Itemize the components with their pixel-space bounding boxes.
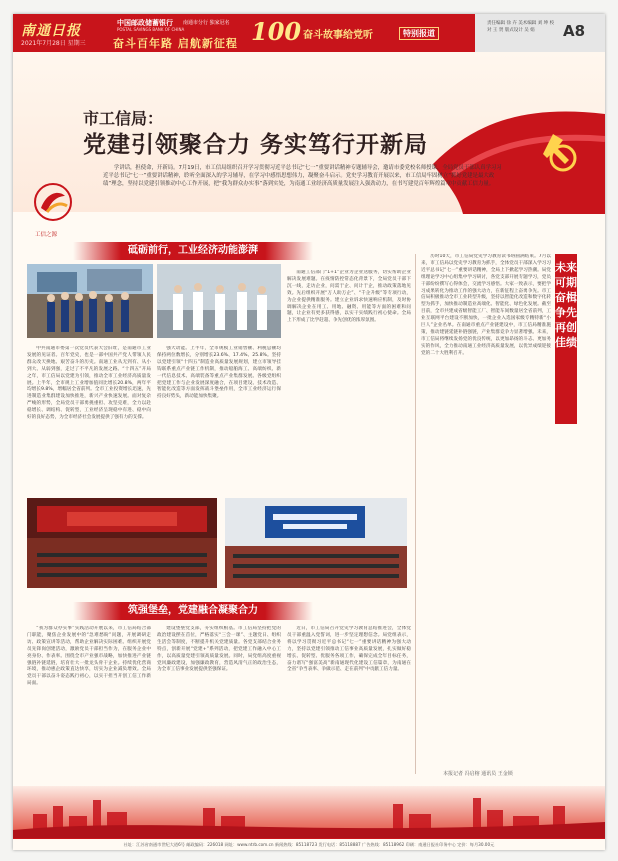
- photo-training-session: [225, 498, 407, 588]
- column-title: 奋斗故事给党听: [303, 30, 373, 41]
- century-slogan: 奋斗百年路 启航新征程: [113, 37, 238, 50]
- factory-photo-image: [157, 264, 281, 338]
- centennial-number: 100: [251, 17, 302, 46]
- masthead: [13, 14, 605, 52]
- headline-kicker: 市工信局：: [83, 109, 164, 128]
- article-column-4: “我为群众办实事”实践活动开展以来，市工信局结合部门职能，聚焦企业发展中的“急难愁盼”问题，开展调研走访、政策宣讲等活动，帮助企业解决实际困难。组织开展党员先锋岗创建活动，激励党员干部担当作为，在服务企业中亮身份、作表率。围绕全市产业强市战略，加快推进产业链强链补链延链，培育壮大一批龙头骨干企业。持续优化营商环境，推动惠企政策直达快享，切实为企业减负增效。全局党员干部以奋斗姿态践行初心，以实干担当开创工信工作新局面。: [27, 626, 151, 687]
- page-footer: 社址：江苏省南通市世纪大道6号 邮政编码：226018 网址：www.ntrb.com.cn 新闻热线：85118723 发行电话：85118887 广告热线：85118962 印刷：南通日报社印务中心 定价：每月30.00元: [13, 838, 605, 850]
- photo-factory-inspection: [157, 264, 281, 338]
- article-column-2: 强大动能。上半年，全市规模工业销售额、利税总额均保持两位数增长，分别增长23.6%、17.4%、25.8%。坚持以党建引领“十四五”制造业高质量发展规划，建立市领导挂钩联系重点产业链工作机制，推动船舶海工、高端纺织、新一代信息技术、高端装备等重点产业集群发展。各级党组织把党建工作与企业发展深度融合，在项目建设、技术改造、智能化改造等方面发挥战斗堡垒作用，全市工业经济运行保持良好势头，新动能加快集聚。: [157, 346, 281, 400]
- sponsor-branch: 南通市分行 独家冠名: [183, 20, 230, 26]
- column-divider: [415, 254, 416, 774]
- newspaper-page: [13, 14, 605, 850]
- section-heading-2: 筑强堡垒，党建融合凝聚合力: [73, 602, 313, 620]
- headline: 党建引领聚合力 务实笃行开新局: [83, 132, 429, 158]
- city-skyline-decoration: [13, 786, 605, 838]
- training-photo-image: [225, 498, 407, 588]
- article-column-6: 近日，市工信局召开党史学习教育总结推进会，全体党员干部重温入党誓词，进一步坚定理想信念。局党组表示，将以学习贯彻习近平总书记“七一”重要讲话精神为强大动力，坚持以党建引领推动工信事业高质量发展，扎实做好稳增长、促转型、优服务各项工作，确保完成全年目标任务，奋力谱写“强富美高”新南通现代化建设工信篇章，为南通在全省“争当表率、争做示范、走在前列”中贡献工信力量。: [287, 626, 411, 673]
- bureau-logo-icon: [33, 182, 73, 222]
- exhibition-photo-image: [27, 264, 153, 338]
- sponsor-bank-english: POSTAL SAVINGS BANK OF CHINA: [117, 27, 185, 32]
- article-column-5: 建设堡垒党支部，夯实组织根基。市工信局坚持把党的政治建设摆在首位，严格落实“三会一课”、主题党日、组织生活会等制度，不断提升机关党建质量。各党支部结合业务特点，创新开展“党建+”系列活动，把党建工作融入中心工作，以高质量党建引领高质量发展。同时，局党组高度重视党风廉政建设，加强廉政教育，营造风清气正的政治生态，为全市工信事业发展提供坚强保证。: [157, 626, 281, 673]
- bureau-logo-text: 工信之源: [35, 232, 58, 238]
- lead-paragraph: 学讲话，担使命，开新局。7月19日，市工信局组织召开学习贯彻习近平总书记“七一”重要讲话精神专题辅导会，邀请市委党校名师授课，全局党员干部认真学习习近平总书记“七一”重要讲话精神，聆听全面深入的学习辅导，在学习中感悟思想伟力，凝聚奋斗启示。党史学习教育开展以来，市工信局牢固树立“抓好党建是最大政绩”理念，坚持以党建引领推动中心工作开展，把“我为群众办实事”落到实处，为南通工业经济高质量发展注入强劲动力，在书写建党百年辉煌篇章中贡献工信力量。: [103, 165, 502, 187]
- photo-meeting-hall: [27, 498, 217, 588]
- meeting-hall-photo-image: [27, 498, 217, 588]
- page-number: A8: [563, 22, 586, 40]
- article-right-column: 历时10天，市工信局党史学习教育读书班圆满结束。7月以来，市工信局以党史学习教育为抓手，全体党员干部深入学习习近平总书记“七一”重要讲话精神，全局上下掀起学习热潮。局党组理论学习中心组集中学习研讨，各党支部开展专题学习，党员干部纷纷撰写心得体会，交流学习感悟。大家一致表示，要把学习成果转化为推动工作的强大动力，在新征程上奋勇争先。市工信局积极推动全市工业转型升级，坚持以智能化改造和数字化转型为抓手，加快推动制造业高端化、智能化、绿色化发展。截至目前，全市共建成省级智能工厂、智能车间数量居全省前列，工业互联网平台建设不断加快，一批企业入选国家级专精特新“小巨人”企业名单。在南通市重点产业链建设中，市工信局精准施策，推动建链延链补链强链，产业集群竞争力显著增强。未来，市工信局将继续发扬党的优良传统，以更加昂扬的斗志、更加务实的作风，全力推动南通工业经济高质量发展，以优异成绩迎接党的二十大胜利召开。: [421, 254, 551, 356]
- photo-exhibition-visit: [27, 264, 153, 338]
- editor-credits: 责任编辑 徐 卉 美术编辑 刘 坤 校对 王 贤 版式设计 吴 娟: [487, 21, 555, 33]
- side-slogan-box: 未来可期 奋楫争先再创佳绩: [555, 254, 577, 424]
- section-heading-1: 砥砺前行，工业经济动能澎湃: [73, 242, 313, 260]
- article-column-3: 南通工信部门“1+1”企业为企业送服务，切实帮助企业解决发展难题。在疫情防控常态化背景下，全局党员干部下沉一线，走访企业，问需于企、问计于企，推动政策落地见效。先后组织开展“万人助万企”、“千企升级”等专项行动，为企业提供精准服务。建立企业诉求快速响应机制，及时协调解决企业在用工、用地、融资、用能等方面的困难和问题，让企业有更多获得感，以实干实绩践行初心使命。全局上下形成了比学赶超、争先创优的浓厚氛围。: [287, 270, 411, 324]
- sponsor-bank-name: 中国邮政储蓄银行: [117, 19, 173, 27]
- special-report-badge: 特别报道: [399, 27, 439, 40]
- byline: 本报记者 冯启榕 通讯员 王金锁: [443, 771, 513, 777]
- article-column-1: 中共南通市委第一次党员代表大会旧址，是南通市工业发展的见证者。百年党史，也是一部中国共产党人带领人民群众改天换地、艰苦奋斗的历史。南通工业从无到有、从小到大、从弱到强，走过了不平凡的发展之路。“十四五”开局之年，市工信局以党建为引领，推动全市工业经济高质量发展。上半年，全市规上工业增加值同比增长20.8%，两年平均增长9.8%，增幅居全省前列。全市工业投资增长迅速，先进制造业集群建设加快推进，新兴产业快速发展。面对复杂严峻的形势，全局党员干部勇挑重担、攻坚克难，全力以赴稳增长、调结构、促转型，工业经济呈现稳中有进、稳中向好的良好态势，为全市经济社会发展提供了强有力的支撑。: [27, 346, 151, 421]
- party-flag-icon: [433, 104, 605, 214]
- issue-date: 2021年7月28日 星期三: [21, 40, 86, 47]
- newspaper-logo: 南通日报: [21, 23, 81, 39]
